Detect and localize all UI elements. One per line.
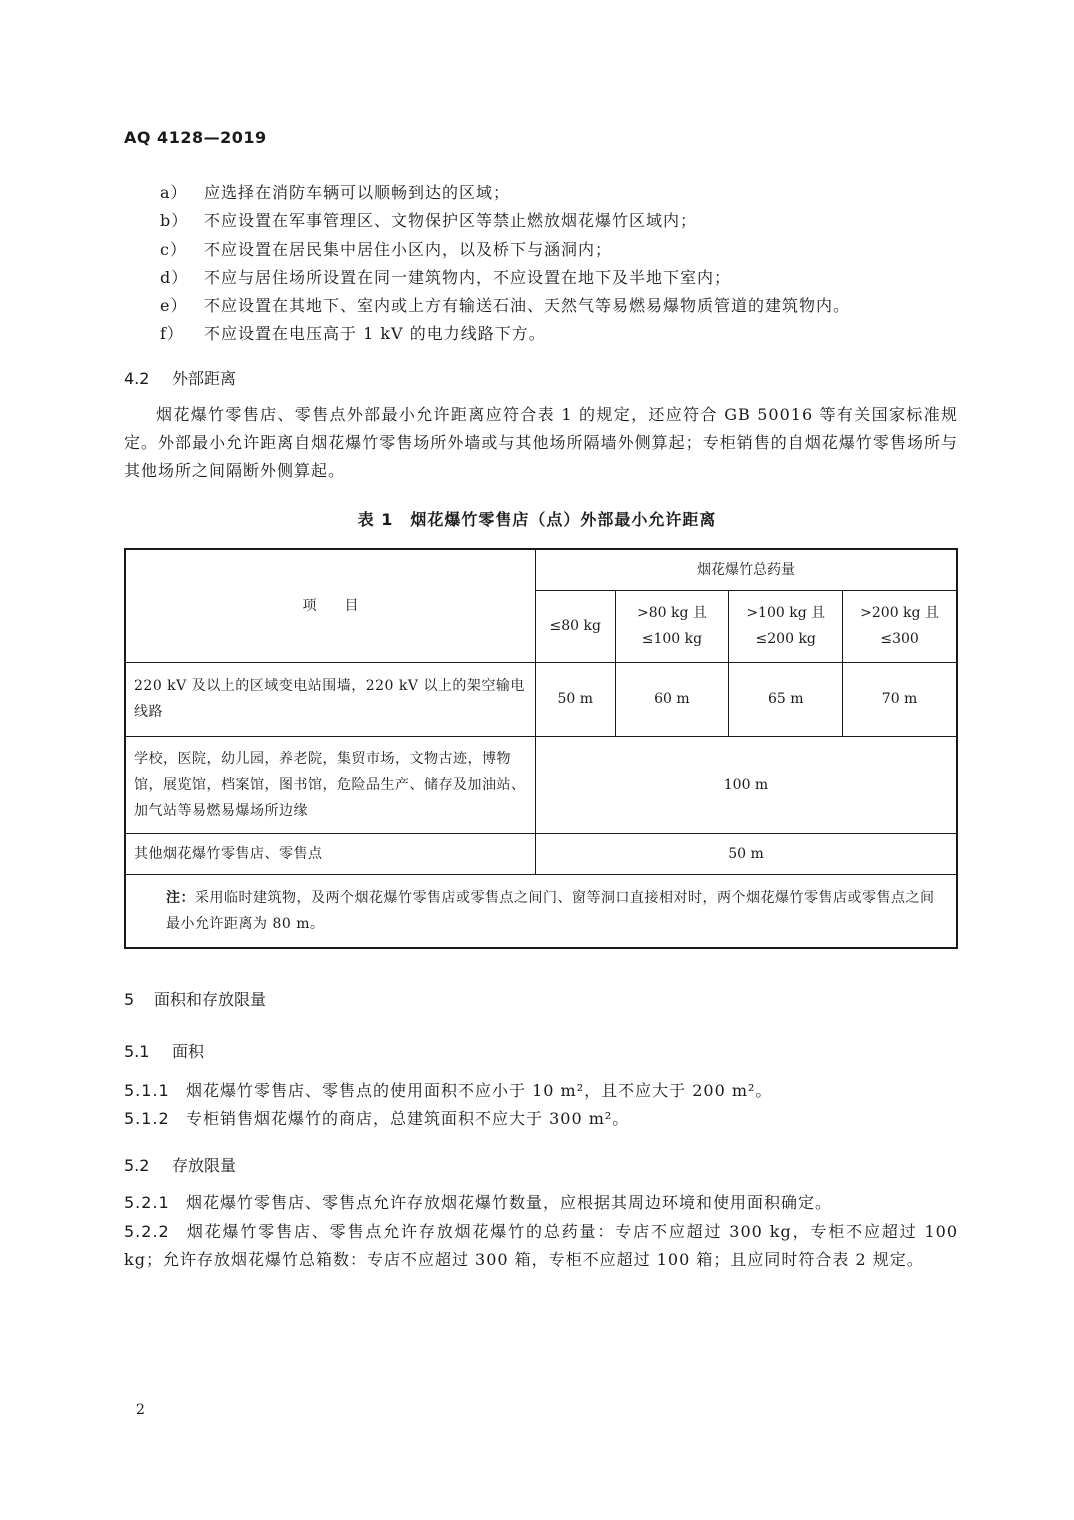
clause-number: 5.2.1 [124,1193,170,1212]
standard-code-header: AQ 4128—2019 [124,128,267,147]
paragraph-5-2-2 [124,1218,958,1274]
col-header-item: 项 目 [125,549,535,662]
col-header: >100 kg 且 ≤200 kg [729,590,843,662]
distance-table [124,548,958,949]
clause-text: 烟花爆竹零售店、零售点的使用面积不应小于 10 m²，且不应大于 200 m²。 [186,1081,773,1100]
note-label: 注： [166,889,195,906]
clause-text: 烟花爆竹零售店、零售点允许存放烟花爆竹的总药量：专店不应超过 300 kg，专柜不应超过 100 kg；允许存放烟花爆竹总箱数：专店不应超过 300 箱，专柜不应超过 100 箱；且应同时符合表 2 规定。 [124,1222,958,1269]
clause-text: 专柜销售烟花爆竹的商店，总建筑面积不应大于 300 m²。 [186,1109,630,1128]
section-number: 5.1 [124,1042,150,1061]
merged-cell: 50 m [535,833,957,874]
section-title: 存放限量 [172,1156,237,1175]
section-number: 4.2 [124,369,150,388]
list-item-d [160,265,731,288]
list-item-b [160,208,697,231]
section-heading-4-2 [124,366,236,389]
list-marker: c） [160,240,187,259]
paragraph-4-2: 烟花爆竹零售店、零售点外部最小允许距离应符合表 1 的规定，还应符合 GB 50016 等有关国家标准规定。外部最小允许距离自烟花爆竹零售场所外墙或与其他场所隔墙外侧算起；专柜销售的自烟花爆竹零售场所与其他场所之间隔断外侧算起。 [124,405,958,480]
row-item: 其他烟花爆竹零售店、零售点 [125,833,535,874]
col-header: >80 kg 且 ≤100 kg [615,590,729,662]
clause-number: 5.1.1 [124,1081,170,1100]
list-text: 不应与居住场所设置在同一建筑物内，不应设置在地下及半地下室内； [204,268,732,287]
table-row [125,736,957,833]
section-title: 面积和存放限量 [154,990,267,1009]
note-text: 采用临时建筑物，及两个烟花爆竹零售店或零售点之间门、窗等洞口直接相对时，两个烟花爆竹零售店或零售点之间最小允许距离为 80 m。 [166,889,935,932]
list-item-c [160,237,612,260]
list-text: 不应设置在居民集中居住小区内，以及桥下与涵洞内； [204,240,613,259]
merged-cell: 100 m [535,736,957,833]
table-note [125,874,957,948]
list-item-f [160,321,546,344]
col-header: ≤80 kg [535,590,615,662]
section-heading-5 [124,987,266,1010]
table-row [125,833,957,874]
section-title: 面积 [172,1042,205,1061]
list-text: 不应设置在电压高于 1 kV 的电力线路下方。 [204,324,546,343]
cell: 50 m [535,662,615,736]
list-item-e [160,293,850,316]
list-marker: d） [160,268,189,287]
list-marker: f） [160,324,184,343]
list-text: 不应设置在军事管理区、文物保护区等禁止燃放烟花爆竹区域内； [204,211,698,230]
page-number: 2 [136,1402,145,1418]
section-number: 5 [124,990,135,1009]
cell: 60 m [615,662,729,736]
clause-text: 烟花爆竹零售店、零售点允许存放烟花爆竹数量，应根据其周边环境和使用面积确定。 [186,1193,833,1212]
list-text: 应选择在消防车辆可以顺畅到达的区域； [204,183,511,202]
row-item: 学校，医院，幼儿园，养老院，集贸市场，文物古迹，博物馆，展览馆，档案馆，图书馆，危险品生产、储存及加油站、加气站等易燃易爆场所边缘 [125,736,535,833]
list-text: 不应设置在其地下、室内或上方有输送石油、天然气等易燃易爆物质管道的建筑物内。 [204,296,851,315]
list-marker: e） [160,296,188,315]
table-row [125,662,957,736]
clause-number: 5.1.2 [124,1109,170,1128]
list-item-a [160,180,510,203]
col-header-group: 烟花爆竹总药量 [535,549,957,590]
row-item: 220 kV 及以上的区域变电站围墙，220 kV 以上的架空输电线路 [125,662,535,736]
clause-number: 5.2.2 [124,1222,170,1241]
paragraph-5-1-2 [124,1105,958,1133]
cell: 70 m [843,662,957,736]
paragraph-5-2-1 [124,1189,958,1217]
list-marker: a） [160,183,188,202]
section-heading-5-2 [124,1153,236,1176]
cell: 65 m [729,662,843,736]
paragraph-5-1-1 [124,1077,958,1105]
section-number: 5.2 [124,1156,150,1175]
list-marker: b） [160,211,189,230]
section-title: 外部距离 [172,369,237,388]
col-header: >200 kg 且 ≤300 [843,590,957,662]
section-heading-5-1 [124,1039,204,1062]
table-caption: 表 1 烟花爆竹零售店（点）外部最小允许距离 [357,510,717,529]
